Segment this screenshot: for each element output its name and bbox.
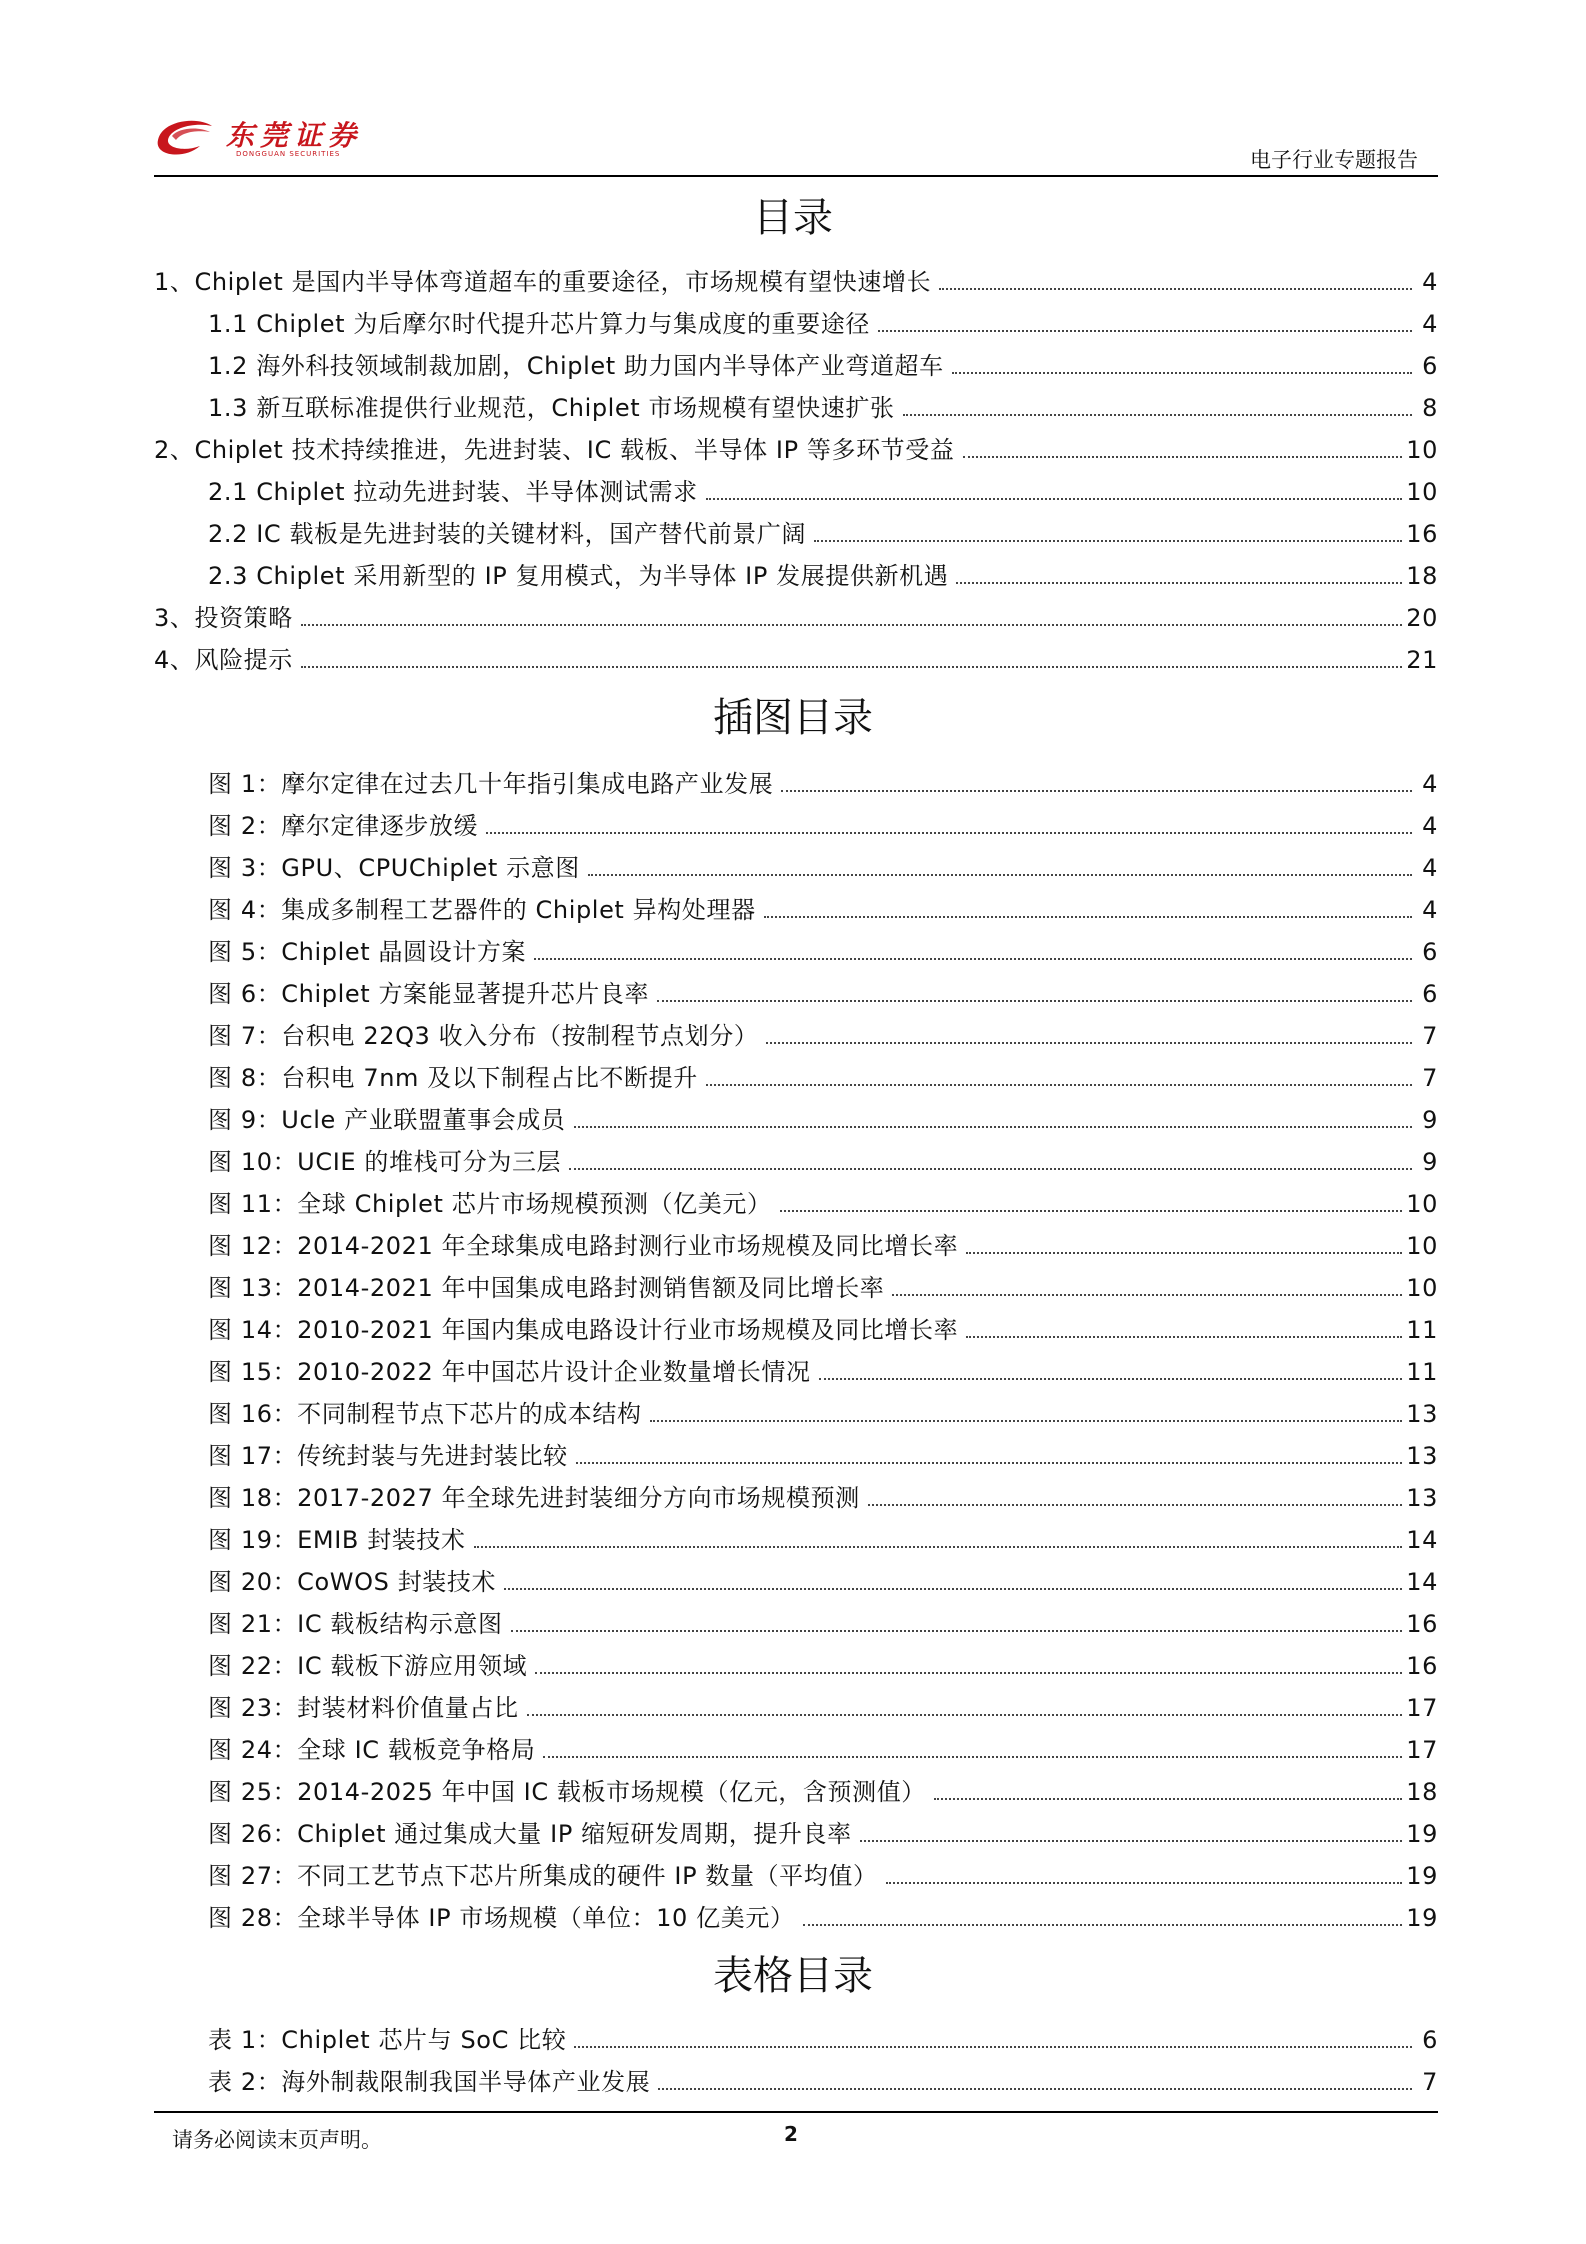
figure-entry[interactable]: [208, 1394, 1438, 1428]
dot-leader: [814, 540, 1402, 542]
figure-entry[interactable]: [208, 848, 1438, 882]
figure-entry[interactable]: [208, 1310, 1438, 1344]
dot-leader: [819, 1378, 1403, 1380]
page-number: 2: [784, 2122, 798, 2146]
header-divider: [154, 175, 1438, 177]
toc-entry[interactable]: [208, 346, 1438, 380]
toc-entry-page: 16: [1406, 520, 1438, 548]
toc-entry[interactable]: [208, 472, 1438, 506]
toc-entry-page: 10: [1406, 436, 1438, 464]
dot-leader: [511, 1630, 1403, 1632]
figure-entry[interactable]: [208, 1814, 1438, 1848]
toc-entry[interactable]: [208, 556, 1438, 590]
figure-entry-page: 4: [1422, 896, 1438, 924]
figure-entry[interactable]: [208, 1184, 1438, 1218]
dot-leader: [301, 666, 1402, 668]
figure-entry-page: 13: [1406, 1442, 1438, 1470]
table-entry-page: 7: [1422, 2068, 1438, 2096]
toc-entry-text: 1、Chiplet 是国内半导体弯道超车的重要途径，市场规模有望快速增长: [154, 268, 932, 296]
figure-entry-page: 9: [1422, 1106, 1438, 1134]
figure-entry-text: 图 24：全球 IC 载板竞争格局: [208, 1736, 536, 1764]
figure-entry[interactable]: [208, 932, 1438, 966]
toc-entry-page: 6: [1422, 352, 1438, 380]
figure-entry-text: 图 28：全球半导体 IP 市场规模（单位：10 亿美元）: [208, 1904, 795, 1932]
figure-entry-page: 6: [1422, 980, 1438, 1008]
dot-leader: [868, 1504, 1402, 1506]
footer-disclaimer: 请务必阅读末页声明。: [172, 2128, 382, 2152]
toc-entry-text: 1.3 新互联标准提供行业规范，Chiplet 市场规模有望快速扩张: [208, 394, 895, 422]
dot-leader: [860, 1840, 1403, 1842]
figure-entry-text: 图 7：台积电 22Q3 收入分布（按制程节点划分）: [208, 1022, 759, 1050]
toc-entry-text: 2.3 Chiplet 采用新型的 IP 复用模式，为半导体 IP 发展提供新机遇: [208, 562, 949, 590]
figure-entry-page: 14: [1406, 1526, 1438, 1554]
figure-entry-page: 17: [1406, 1694, 1438, 1722]
figure-entry[interactable]: [208, 1016, 1438, 1050]
toc-entry-page: 4: [1422, 268, 1438, 296]
dot-leader: [301, 624, 1402, 626]
table-entry[interactable]: [208, 2020, 1438, 2054]
figure-entry-page: 18: [1406, 1778, 1438, 1806]
toc-entry-text: 2、Chiplet 技术持续推进，先进封装、IC 载板、半导体 IP 等多环节受益: [154, 436, 955, 464]
figure-entry[interactable]: [208, 1100, 1438, 1134]
toc-entry[interactable]: [154, 262, 1438, 296]
figure-entry-text: 图 9：Ucle 产业联盟董事会成员: [208, 1106, 566, 1134]
dot-leader: [952, 372, 1412, 374]
figure-entry[interactable]: [208, 1772, 1438, 1806]
figure-entry[interactable]: [208, 1436, 1438, 1470]
figure-entry-text: 图 14：2010-2021 年国内集成电路设计行业市场规模及同比增长率: [208, 1316, 959, 1344]
dot-leader: [766, 1042, 1412, 1044]
dot-leader: [903, 414, 1412, 416]
figure-entry-text: 图 23：封装材料价值量占比: [208, 1694, 519, 1722]
toc-entry-page: 21: [1406, 646, 1438, 674]
figure-entry[interactable]: [208, 1478, 1438, 1512]
toc-entry-text: 4、风险提示: [154, 646, 293, 674]
figure-entry-page: 13: [1406, 1484, 1438, 1512]
figure-entry-text: 图 17：传统封装与先进封装比较: [208, 1442, 568, 1470]
figure-entry-page: 9: [1422, 1148, 1438, 1176]
toc-entry-text: 1.1 Chiplet 为后摩尔时代提升芯片算力与集成度的重要途径: [208, 310, 870, 338]
toc-entry[interactable]: [154, 430, 1438, 464]
dot-leader: [934, 1798, 1402, 1800]
logo-english-name: DONGGUAN SECURITIES: [236, 150, 341, 158]
figure-entry-text: 图 3：GPU、CPUChiplet 示意图: [208, 854, 580, 882]
figure-entry-text: 图 1：摩尔定律在过去几十年指引集成电路产业发展: [208, 770, 774, 798]
figure-entry[interactable]: [208, 764, 1438, 798]
figures-title: 插图目录: [713, 695, 873, 741]
figure-entry-text: 图 27：不同工艺节点下芯片所集成的硬件 IP 数量（平均值）: [208, 1862, 878, 1890]
dot-leader: [878, 330, 1412, 332]
toc-entry-page: 20: [1406, 604, 1438, 632]
figure-entry-page: 16: [1406, 1610, 1438, 1638]
dot-leader: [535, 1672, 1402, 1674]
toc-entry-text: 1.2 海外科技领域制裁加剧，Chiplet 助力国内半导体产业弯道超车: [208, 352, 944, 380]
figure-entry-text: 图 6：Chiplet 方案能显著提升芯片良率: [208, 980, 650, 1008]
figure-entry[interactable]: [208, 1268, 1438, 1302]
dot-leader: [780, 1210, 1403, 1212]
figure-entry-page: 4: [1422, 854, 1438, 882]
dot-leader: [543, 1756, 1402, 1758]
figure-entry-text: 图 12：2014-2021 年全球集成电路封测行业市场规模及同比增长率: [208, 1232, 959, 1260]
dot-leader: [892, 1294, 1402, 1296]
dot-leader: [886, 1882, 1403, 1884]
dot-leader: [658, 2088, 1412, 2090]
figure-entry[interactable]: [208, 1142, 1438, 1176]
figure-entry-page: 10: [1406, 1232, 1438, 1260]
figure-entry-page: 7: [1422, 1022, 1438, 1050]
table-entry-text: 表 2：海外制裁限制我国半导体产业发展: [208, 2068, 651, 2096]
figure-entry[interactable]: [208, 1646, 1438, 1680]
toc-entry[interactable]: [154, 598, 1438, 632]
figure-entry-page: 19: [1406, 1862, 1438, 1890]
figure-entry-text: 图 18：2017-2027 年全球先进封装细分方向市场规模预测: [208, 1484, 860, 1512]
figure-entry-page: 6: [1422, 938, 1438, 966]
figure-entry-text: 图 16：不同制程节点下芯片的成本结构: [208, 1400, 642, 1428]
dot-leader: [963, 456, 1403, 458]
figure-entry[interactable]: [208, 1730, 1438, 1764]
figure-entry[interactable]: [208, 1856, 1438, 1890]
dot-leader: [574, 1126, 1412, 1128]
dot-leader: [657, 1000, 1412, 1002]
figure-entry-text: 图 15：2010-2022 年中国芯片设计企业数量增长情况: [208, 1358, 811, 1386]
table-entry-page: 6: [1422, 2026, 1438, 2054]
figure-entry-text: 图 20：CoWOS 封装技术: [208, 1568, 497, 1596]
toc-entry-page: 18: [1406, 562, 1438, 590]
dot-leader: [474, 1546, 1403, 1548]
figure-entry-page: 19: [1406, 1904, 1438, 1932]
figure-entry-text: 图 22：IC 载板下游应用领域: [208, 1652, 528, 1680]
figure-entry-text: 图 21：IC 载板结构示意图: [208, 1610, 503, 1638]
dot-leader: [574, 2046, 1412, 2048]
dot-leader: [966, 1336, 1402, 1338]
dot-leader: [576, 1462, 1402, 1464]
toc-entry[interactable]: [208, 514, 1438, 548]
figure-entry[interactable]: [208, 1562, 1438, 1596]
figure-entry-page: 7: [1422, 1064, 1438, 1092]
dot-leader: [504, 1588, 1402, 1590]
footer-divider: [154, 2111, 1438, 2113]
dot-leader: [650, 1420, 1403, 1422]
figure-entry-text: 图 13：2014-2021 年中国集成电路封测销售额及同比增长率: [208, 1274, 885, 1302]
figure-entry-page: 11: [1406, 1358, 1438, 1386]
toc-title: 目录: [753, 195, 833, 241]
figure-entry-text: 图 11：全球 Chiplet 芯片市场规模预测（亿美元）: [208, 1190, 772, 1218]
toc-entry[interactable]: [154, 640, 1438, 674]
dot-leader: [939, 288, 1412, 290]
figure-entry-page: 10: [1406, 1190, 1438, 1218]
figure-entry-page: 4: [1422, 812, 1438, 840]
figure-entry-text: 图 10：UCIE 的堆栈可分为三层: [208, 1148, 562, 1176]
figure-entry-page: 10: [1406, 1274, 1438, 1302]
figure-entry-page: 4: [1422, 770, 1438, 798]
figure-entry[interactable]: [208, 806, 1438, 840]
dot-leader: [569, 1168, 1412, 1170]
tables-title: 表格目录: [713, 1953, 873, 1999]
toc-entry-page: 4: [1422, 310, 1438, 338]
dot-leader: [781, 790, 1412, 792]
toc-entry-text: 3、投资策略: [154, 604, 293, 632]
table-entry[interactable]: [208, 2062, 1438, 2096]
figure-entry[interactable]: [208, 1520, 1438, 1554]
logo-chinese-name: 东莞证券: [226, 119, 363, 152]
figure-entry-text: 图 8：台积电 7nm 及以下制程占比不断提升: [208, 1064, 698, 1092]
figure-entry[interactable]: [208, 1688, 1438, 1722]
figure-entry-page: 11: [1406, 1316, 1438, 1344]
figure-entry[interactable]: [208, 1058, 1438, 1092]
figure-entry[interactable]: [208, 1604, 1438, 1638]
figure-entry-page: 13: [1406, 1400, 1438, 1428]
figure-entry-page: 16: [1406, 1652, 1438, 1680]
figure-entry[interactable]: [208, 1352, 1438, 1386]
figure-entry[interactable]: [208, 1898, 1438, 1932]
figure-entry-text: 图 25：2014-2025 年中国 IC 载板市场规模（亿元，含预测值）: [208, 1778, 926, 1806]
dot-leader: [588, 874, 1412, 876]
figure-entry[interactable]: [208, 890, 1438, 924]
figure-entry-text: 图 26：Chiplet 通过集成大量 IP 缩短研发周期，提升良率: [208, 1820, 852, 1848]
toc-entry[interactable]: [208, 304, 1438, 338]
toc-entry-page: 8: [1422, 394, 1438, 422]
figure-entry-page: 14: [1406, 1568, 1438, 1596]
toc-entry-text: 2.2 IC 载板是先进封装的关键材料，国产替代前景广阔: [208, 520, 807, 548]
dot-leader: [706, 1084, 1412, 1086]
logo-swoosh-icon: [154, 114, 216, 160]
figure-entry-text: 图 2：摩尔定律逐步放缓: [208, 812, 479, 840]
toc-entry[interactable]: [208, 388, 1438, 422]
toc-entry-page: 10: [1406, 478, 1438, 506]
dot-leader: [966, 1252, 1402, 1254]
dot-leader: [956, 582, 1402, 584]
figure-entry-page: 19: [1406, 1820, 1438, 1848]
dot-leader: [764, 916, 1412, 918]
figure-entry[interactable]: [208, 1226, 1438, 1260]
company-logo: [154, 112, 414, 164]
dot-leader: [527, 1714, 1403, 1716]
toc-entry-text: 2.1 Chiplet 拉动先进封装、半导体测试需求: [208, 478, 698, 506]
figure-entry-page: 17: [1406, 1736, 1438, 1764]
page-header: [154, 108, 1438, 178]
figure-entry-text: 图 19：EMIB 封装技术: [208, 1526, 466, 1554]
table-entry-text: 表 1：Chiplet 芯片与 SoC 比较: [208, 2026, 567, 2054]
figure-entry-text: 图 5：Chiplet 晶圆设计方案: [208, 938, 527, 966]
dot-leader: [706, 498, 1403, 500]
dot-leader: [803, 1924, 1403, 1926]
figure-entry[interactable]: [208, 974, 1438, 1008]
report-type: 电子行业专题报告: [1250, 148, 1418, 172]
dot-leader: [486, 832, 1412, 834]
dot-leader: [534, 958, 1412, 960]
figure-entry-text: 图 4：集成多制程工艺器件的 Chiplet 异构处理器: [208, 896, 756, 924]
